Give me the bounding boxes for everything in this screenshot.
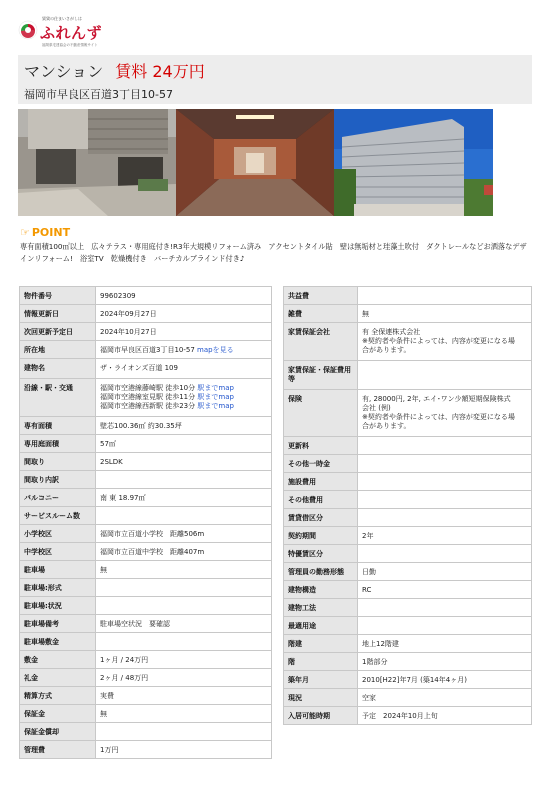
spec-value: [96, 561, 272, 579]
station-map-link[interactable]: 駅までmap: [197, 402, 234, 410]
spec-value-text: 福岡市早良区百道3丁目10-57: [100, 346, 195, 354]
spec-row: [20, 597, 272, 615]
site-logo[interactable]: [18, 14, 178, 54]
spec-value: [358, 689, 532, 707]
spec-value: [96, 741, 272, 759]
spec-label: 保証金償却: [20, 723, 96, 741]
spec-row: [284, 653, 532, 671]
spec-value-text: 2年: [362, 532, 374, 540]
spec-label: 入居可能時期: [284, 707, 358, 725]
point-heading: ☞ POINT: [20, 226, 71, 239]
logo-tagline: 賃貸の住まいさがしは: [42, 16, 82, 21]
spec-row: [284, 689, 532, 707]
spec-value: [358, 635, 532, 653]
spec-label: 次回更新予定日: [20, 323, 96, 341]
spec-label: その他費用: [284, 491, 358, 509]
spec-value-text: 実費: [100, 692, 114, 700]
point-description: 専有面積100㎡以上 広々テラス・専用庭付き!R3年大規模リフォーム済み アクセントタイル貼 壁は無垢材と珪藻土吹付 ダクトレールなどお洒落なデザインリフォーム! 浴室TV 乾燥機付き バーチカルブラインド付き♪: [20, 242, 527, 263]
spec-row: [20, 561, 272, 579]
spec-value: [96, 633, 272, 651]
spec-value-text: 99602309: [100, 292, 136, 300]
spec-label: 小学校区: [20, 525, 96, 543]
spec-value: [96, 579, 272, 597]
spec-label: 共益費: [284, 287, 358, 305]
spec-row: [284, 323, 532, 361]
spec-value: [358, 305, 532, 323]
spec-value: [96, 453, 272, 471]
spec-label: 間取り内訳: [20, 471, 96, 489]
spec-row: [20, 615, 272, 633]
spec-value-line: 福岡市空港線西新駅 徒歩23分: [100, 402, 196, 410]
spec-row: [20, 359, 272, 379]
spec-row: [20, 507, 272, 525]
spec-label: 所在地: [20, 341, 96, 359]
spec-value-text: 無: [100, 566, 107, 574]
spec-value: [358, 707, 532, 725]
spec-value: [96, 543, 272, 561]
spec-value: [358, 545, 532, 563]
spec-row: [20, 543, 272, 561]
right-spec-table: [283, 286, 532, 725]
spec-value: [96, 705, 272, 723]
spec-label: 契約期間: [284, 527, 358, 545]
spec-value: [96, 341, 272, 359]
spec-value: [96, 507, 272, 525]
spec-label: 中学校区: [20, 543, 96, 561]
spec-row: [284, 563, 532, 581]
spec-value: [96, 359, 272, 379]
spec-value: [358, 527, 532, 545]
spec-value: [358, 509, 532, 527]
spec-row: [20, 489, 272, 507]
spec-value: [96, 305, 272, 323]
spec-row: [284, 473, 532, 491]
spec-row: [20, 687, 272, 705]
spec-label: 家賃保証・保証費用等: [284, 361, 358, 390]
spec-label: 管理費: [20, 741, 96, 759]
logo-subtitle: 福岡県宅建協会の不動産情報サイト: [42, 43, 98, 47]
rent-price: 賃料 24万円: [115, 62, 205, 81]
spec-row: [284, 671, 532, 689]
spec-value-text: 南 東 18.97㎡: [100, 494, 146, 502]
spec-label: 施設費用: [284, 473, 358, 491]
spec-value-text: 日勤: [362, 568, 376, 576]
spec-label: 管理員の勤務形態: [284, 563, 358, 581]
spec-value-text: 予定 2024年10月上旬: [362, 712, 438, 720]
spec-label: 築年月: [284, 671, 358, 689]
station-map-link[interactable]: 駅までmap: [197, 393, 234, 401]
spec-value-text: 57㎡: [100, 440, 116, 448]
spec-value-line: 合があります。: [362, 422, 411, 430]
spec-value: [96, 379, 272, 417]
spec-row: [284, 361, 532, 390]
spec-row: [284, 305, 532, 323]
spec-row: [20, 417, 272, 435]
spec-value-line: 会社 (例): [362, 404, 391, 412]
spec-value-text: 地上12階建: [362, 640, 399, 648]
spec-value-text: 2SLDK: [100, 458, 123, 466]
spec-value: [96, 417, 272, 435]
left-spec-table: [19, 286, 272, 759]
spec-value-text: 2024年10月27日: [100, 328, 157, 336]
spec-row: [20, 287, 272, 305]
spec-row: [284, 455, 532, 473]
spec-row: [284, 509, 532, 527]
property-address: 福岡市早良区百道3丁目10-57: [24, 88, 173, 101]
spec-row: [284, 390, 532, 437]
spec-value: [358, 473, 532, 491]
exterior-entrance-photo[interactable]: [18, 109, 176, 216]
spec-row: [284, 599, 532, 617]
spec-label: 家賃保証会社: [284, 323, 358, 361]
spec-label: 間取り: [20, 453, 96, 471]
spec-label: 礼金: [20, 669, 96, 687]
spec-value: [358, 455, 532, 473]
spec-value-text: 福岡市立百道小学校 距離506m: [100, 530, 205, 538]
spec-value-line: 有 全保連株式会社: [362, 328, 421, 336]
spec-label: サービスルーム数: [20, 507, 96, 525]
spec-row: [20, 341, 272, 359]
spec-label: 精算方式: [20, 687, 96, 705]
spec-row: [20, 669, 272, 687]
spec-label: 建物構造: [284, 581, 358, 599]
spec-label: その他一時金: [284, 455, 358, 473]
spec-row: [20, 723, 272, 741]
spec-label: 専有面積: [20, 417, 96, 435]
spec-value-line: 福岡市空港線室見駅 徒歩11分: [100, 393, 196, 401]
spec-value-text: 空家: [362, 694, 376, 702]
spec-row: [284, 437, 532, 455]
spec-label: 賃貸借区分: [284, 509, 358, 527]
spec-row: [20, 435, 272, 453]
spec-value: [96, 723, 272, 741]
spec-row: [20, 323, 272, 341]
spec-value-text: 駐車場空状況 要確認: [100, 620, 170, 628]
title-bar: [18, 55, 532, 104]
spec-value: [96, 651, 272, 669]
spec-row: [284, 527, 532, 545]
spec-value: [358, 323, 532, 361]
logo-mark-icon: [18, 20, 38, 40]
spec-label: 敷金: [20, 651, 96, 669]
spec-label: 駐車場:状況: [20, 597, 96, 615]
spec-value: [96, 435, 272, 453]
spec-row: [20, 741, 272, 759]
spec-label: 駐車場敷金: [20, 633, 96, 651]
spec-label: 現況: [284, 689, 358, 707]
spec-row: [20, 705, 272, 723]
property-type: マンション: [24, 62, 104, 81]
spec-value-text: 1ヶ月 / 24万円: [100, 656, 149, 664]
spec-row: [20, 453, 272, 471]
spec-label: 物件番号: [20, 287, 96, 305]
spec-label: 階建: [284, 635, 358, 653]
spec-value: [358, 437, 532, 455]
spec-label: 沿線・駅・交通: [20, 379, 96, 417]
spec-value-text: 壁芯100.36㎡ 約30.35坪: [100, 422, 182, 430]
spec-value: [96, 489, 272, 507]
spec-value-text: 福岡市立百道中学校 距離407m: [100, 548, 205, 556]
station-map-link[interactable]: 駅までmap: [197, 384, 234, 392]
spec-value-text: 1階部分: [362, 658, 388, 666]
building-exterior-photo[interactable]: [334, 109, 493, 216]
spec-label: 建物名: [20, 359, 96, 379]
spec-label: 専用庭面積: [20, 435, 96, 453]
page-title: [24, 59, 205, 82]
spec-value: [358, 361, 532, 390]
spec-label: 駐車場備考: [20, 615, 96, 633]
spec-value-text: RC: [362, 586, 372, 594]
spec-row: [20, 379, 272, 417]
spec-value: [96, 615, 272, 633]
spec-value: [96, 287, 272, 305]
spec-value: [358, 287, 532, 305]
spec-value: [96, 525, 272, 543]
spec-value: [358, 653, 532, 671]
spec-row: [284, 287, 532, 305]
spec-row: [284, 707, 532, 725]
spec-label: バルコニー: [20, 489, 96, 507]
spec-value: [96, 687, 272, 705]
spec-row: [20, 525, 272, 543]
spec-value: [96, 597, 272, 615]
spec-value-text: ザ・ライオンズ百道 109: [100, 364, 178, 372]
spec-value: [358, 491, 532, 509]
spec-value: [358, 617, 532, 635]
spec-value-line: ※契約者や条件によっては、内容が変更になる場: [362, 413, 515, 421]
spec-row: [20, 633, 272, 651]
spec-row: [20, 305, 272, 323]
spec-value: [358, 581, 532, 599]
spec-row: [284, 545, 532, 563]
spec-value: [96, 323, 272, 341]
spec-value: [358, 563, 532, 581]
spec-value: [358, 390, 532, 437]
spec-value-text: 無: [100, 710, 107, 718]
logo-name: ふれんず: [40, 24, 103, 42]
spec-row: [284, 581, 532, 599]
spec-value-line: 合があります。: [362, 346, 411, 354]
spec-row: [284, 635, 532, 653]
spec-label: 駐車場:形式: [20, 579, 96, 597]
spec-value: [96, 669, 272, 687]
spec-label: 最適用途: [284, 617, 358, 635]
address-map-link[interactable]: mapを見る: [197, 346, 234, 354]
pointing-hand-icon: ☞: [20, 226, 30, 239]
spec-label: 更新料: [284, 437, 358, 455]
spec-label: 雑費: [284, 305, 358, 323]
spec-value-text: 2ヶ月 / 48万円: [100, 674, 149, 682]
spec-value-text: 2010[H22]年7月 (築14年4ヶ月): [362, 676, 467, 684]
spec-row: [20, 651, 272, 669]
spec-row: [284, 491, 532, 509]
spec-label: 建物工法: [284, 599, 358, 617]
spec-value-line: 有, 28000円, 2年, エイ･ワン少額短期保険株式: [362, 395, 511, 403]
spec-value-line: ※契約者や条件によっては、内容が変更になる場: [362, 337, 515, 345]
spec-value: [358, 671, 532, 689]
spec-row: [284, 617, 532, 635]
spec-value-text: 無: [362, 310, 369, 318]
spec-value-line: 福岡市空港線藤崎駅 徒歩10分: [100, 384, 196, 392]
spec-row: [20, 579, 272, 597]
spec-value-text: 1万円: [100, 746, 119, 754]
spec-label: 保証金: [20, 705, 96, 723]
spec-label: 情報更新日: [20, 305, 96, 323]
spec-value-text: 2024年09月27日: [100, 310, 157, 318]
entrance-hall-photo[interactable]: [176, 109, 334, 216]
spec-label: 駐車場: [20, 561, 96, 579]
spec-label: 階: [284, 653, 358, 671]
spec-value: [358, 599, 532, 617]
spec-label: 特優賃区分: [284, 545, 358, 563]
spec-value: [96, 471, 272, 489]
photo-gallery: [18, 109, 493, 216]
spec-label: 保険: [284, 390, 358, 437]
spec-row: [20, 471, 272, 489]
